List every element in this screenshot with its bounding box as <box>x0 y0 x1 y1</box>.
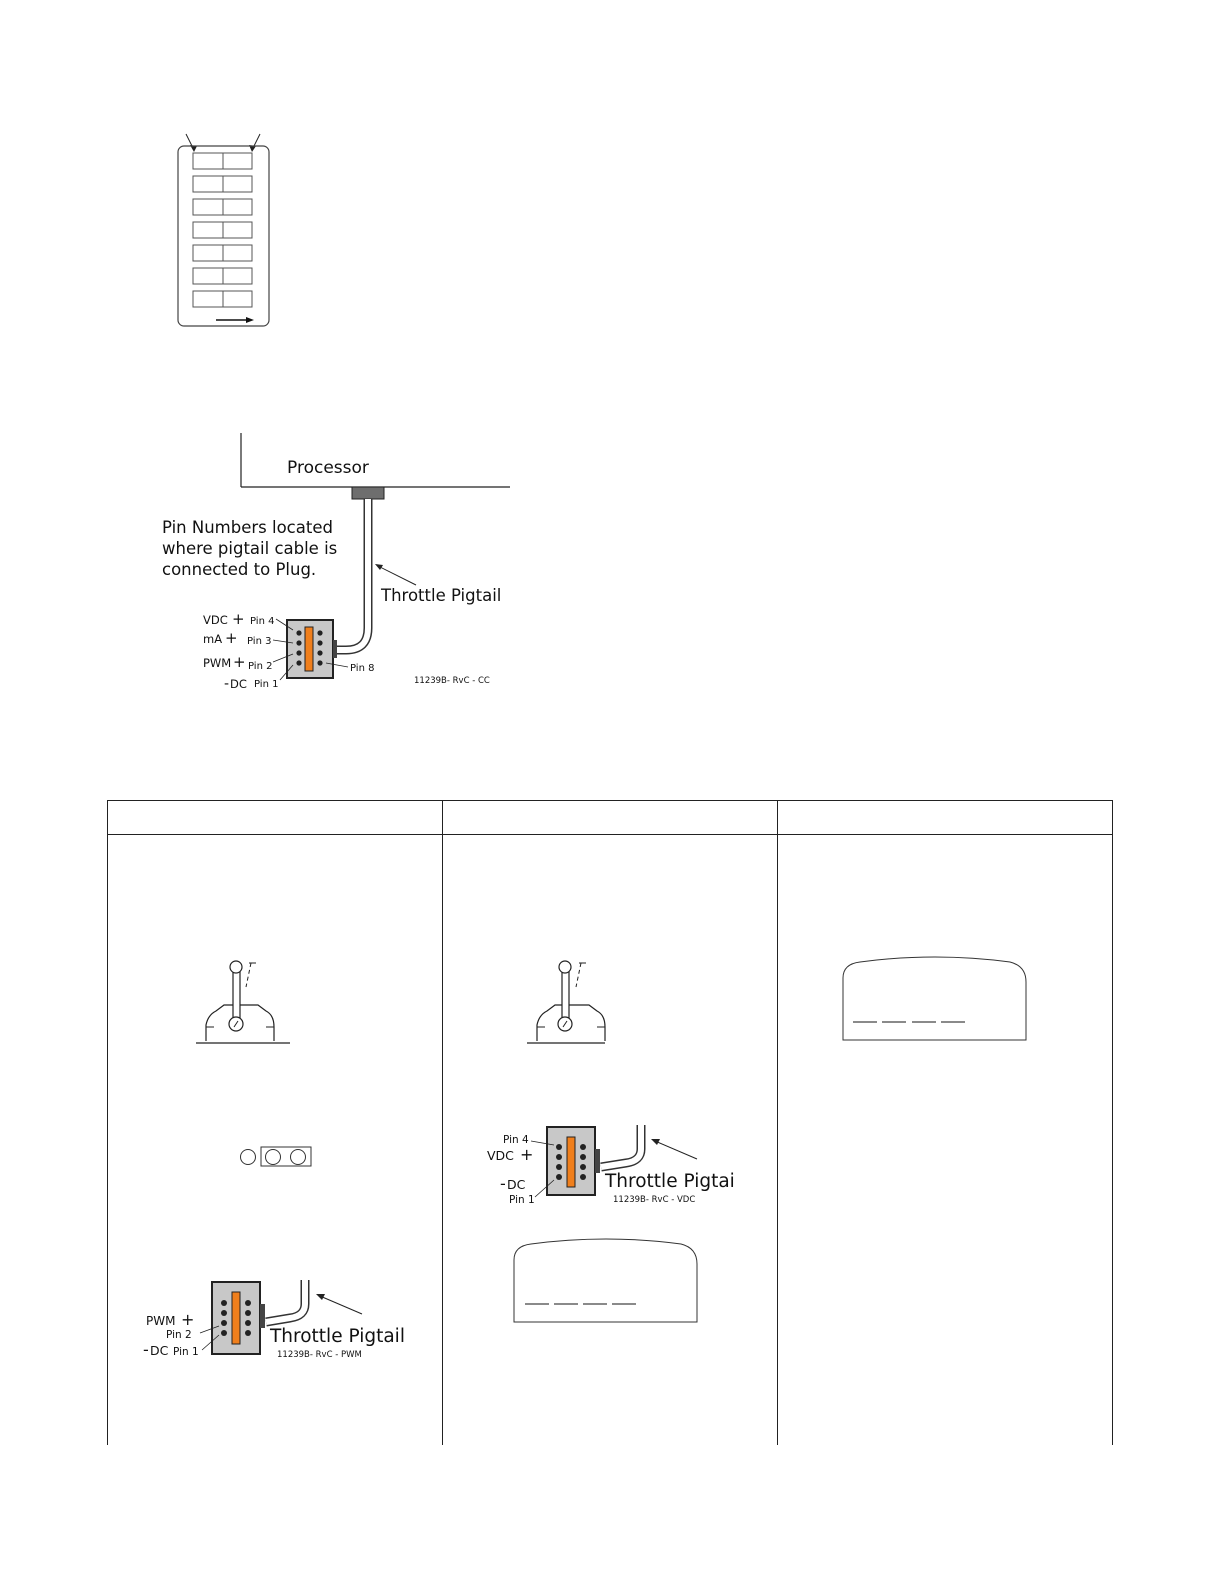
pin-dot <box>296 640 301 645</box>
note-line-1: Pin Numbers located <box>162 518 333 537</box>
note-line-2: where pigtail cable is <box>162 539 338 558</box>
pin-dot <box>580 1154 586 1160</box>
table-column-divider <box>777 801 778 1445</box>
table-column-divider <box>442 801 443 1445</box>
pigtail-arrowhead <box>316 1294 325 1300</box>
control-head-icon <box>525 957 625 1047</box>
figure-id: 11239B- RvC - VDC <box>613 1195 696 1205</box>
processor-diagram <box>150 430 510 700</box>
pin-dot <box>580 1144 586 1150</box>
lever-knob <box>230 961 242 973</box>
pin-dot <box>296 650 301 655</box>
display-outline <box>514 1239 697 1322</box>
connector-latch <box>595 1149 600 1173</box>
ma-sign: + <box>225 629 238 647</box>
pin-dot <box>317 660 322 665</box>
jumper-icon <box>237 1143 317 1173</box>
note-line-3: connected to Plug. <box>162 560 317 579</box>
vdc-sign: + <box>232 610 245 628</box>
pigtail-label: Throttle Pigtai <box>605 1171 735 1192</box>
pin-dot <box>556 1174 562 1180</box>
display-outline <box>843 957 1026 1040</box>
pin2-label: Pin 2 <box>248 661 273 672</box>
lever-knob <box>559 961 571 973</box>
pin-dot <box>245 1310 251 1316</box>
connector-key <box>305 627 313 671</box>
pin-dot <box>221 1320 227 1326</box>
pin8-label: Pin 8 <box>350 663 375 674</box>
display-screen-icon <box>840 958 1030 1042</box>
pin-dot <box>245 1300 251 1306</box>
dc-sign: - <box>143 1340 149 1359</box>
processor-label: Processor <box>287 458 369 478</box>
lever-shaft <box>562 969 569 1024</box>
pigtail-cable <box>336 499 368 650</box>
dc-label: DC <box>230 677 247 691</box>
pigtail-label: Throttle Pigtail <box>270 1326 405 1347</box>
pin-dot <box>296 630 301 635</box>
connector-latch <box>260 1304 265 1328</box>
pigtail-arrowhead <box>375 564 383 570</box>
dc-label: DC <box>507 1177 526 1192</box>
dc-sign: - <box>500 1174 506 1193</box>
lever-shaft <box>233 969 240 1024</box>
pin-dot <box>580 1174 586 1180</box>
jumper-pin <box>266 1150 281 1165</box>
processor-plug <box>352 487 384 499</box>
connector-key <box>567 1137 575 1187</box>
table-right-border <box>1112 801 1113 1445</box>
pigtail-arrow <box>320 1296 362 1314</box>
display-screen-icon <box>511 1240 701 1324</box>
figure-id: 11239B- RvC - PWM <box>277 1350 362 1360</box>
dip-switch-panel <box>170 128 290 338</box>
vdc-label: VDC <box>203 613 228 627</box>
switch-rows <box>193 153 252 307</box>
ma-label: mA <box>203 632 223 646</box>
pin4-label: Pin 4 <box>503 1134 529 1146</box>
connector-key <box>232 1292 240 1344</box>
pin-dot <box>317 650 322 655</box>
pin-dot <box>221 1310 227 1316</box>
pin-dot <box>556 1164 562 1170</box>
pigtail-arrow <box>378 566 416 585</box>
pwm-label: PWM <box>146 1314 176 1328</box>
pigtail-arrowhead <box>651 1139 660 1145</box>
pwm-sign: + <box>181 1310 195 1329</box>
pin-dot <box>245 1330 251 1336</box>
pin-dot <box>317 640 322 645</box>
pigtail-arrow <box>655 1141 697 1159</box>
control-head-icon <box>194 957 294 1047</box>
pin-dot <box>221 1330 227 1336</box>
pin3-label: Pin 3 <box>247 636 272 647</box>
pin1-label: Pin 1 <box>254 679 279 690</box>
table-header-rule <box>108 834 1113 835</box>
vdc-sign: + <box>520 1145 534 1164</box>
pin-dot <box>556 1154 562 1160</box>
pin-dot <box>580 1164 586 1170</box>
dc-sign: - <box>224 676 230 692</box>
pin-dot <box>317 630 322 635</box>
pigtail-cable-core <box>336 499 368 650</box>
dc-label: DC <box>150 1343 169 1358</box>
figure-id: 11239B- RvC - CC <box>414 676 490 686</box>
pin-dot <box>296 660 301 665</box>
pin1-label: Pin 1 <box>173 1346 199 1358</box>
pwm-connector-diagram <box>140 1278 420 1368</box>
pigtail-label: Throttle Pigtail <box>381 586 502 605</box>
lever-travel-line <box>576 963 581 987</box>
pin-dot <box>556 1144 562 1150</box>
pin2-label: Pin 2 <box>166 1329 192 1341</box>
pwm-label: PWM <box>203 656 232 670</box>
jumper-pin <box>291 1150 306 1165</box>
lever-travel-line <box>246 963 251 987</box>
pin4-label: Pin 4 <box>250 616 275 627</box>
pin-dot <box>221 1300 227 1306</box>
jumper-pin-open <box>241 1150 256 1165</box>
vdc-connector-diagram <box>485 1123 765 1213</box>
pin1-label: Pin 1 <box>509 1194 535 1206</box>
vdc-label: VDC <box>487 1148 514 1163</box>
pwm-sign: + <box>233 653 246 671</box>
connector-latch <box>333 640 337 658</box>
direction-arrowhead <box>246 317 254 323</box>
pin-dot <box>245 1320 251 1326</box>
